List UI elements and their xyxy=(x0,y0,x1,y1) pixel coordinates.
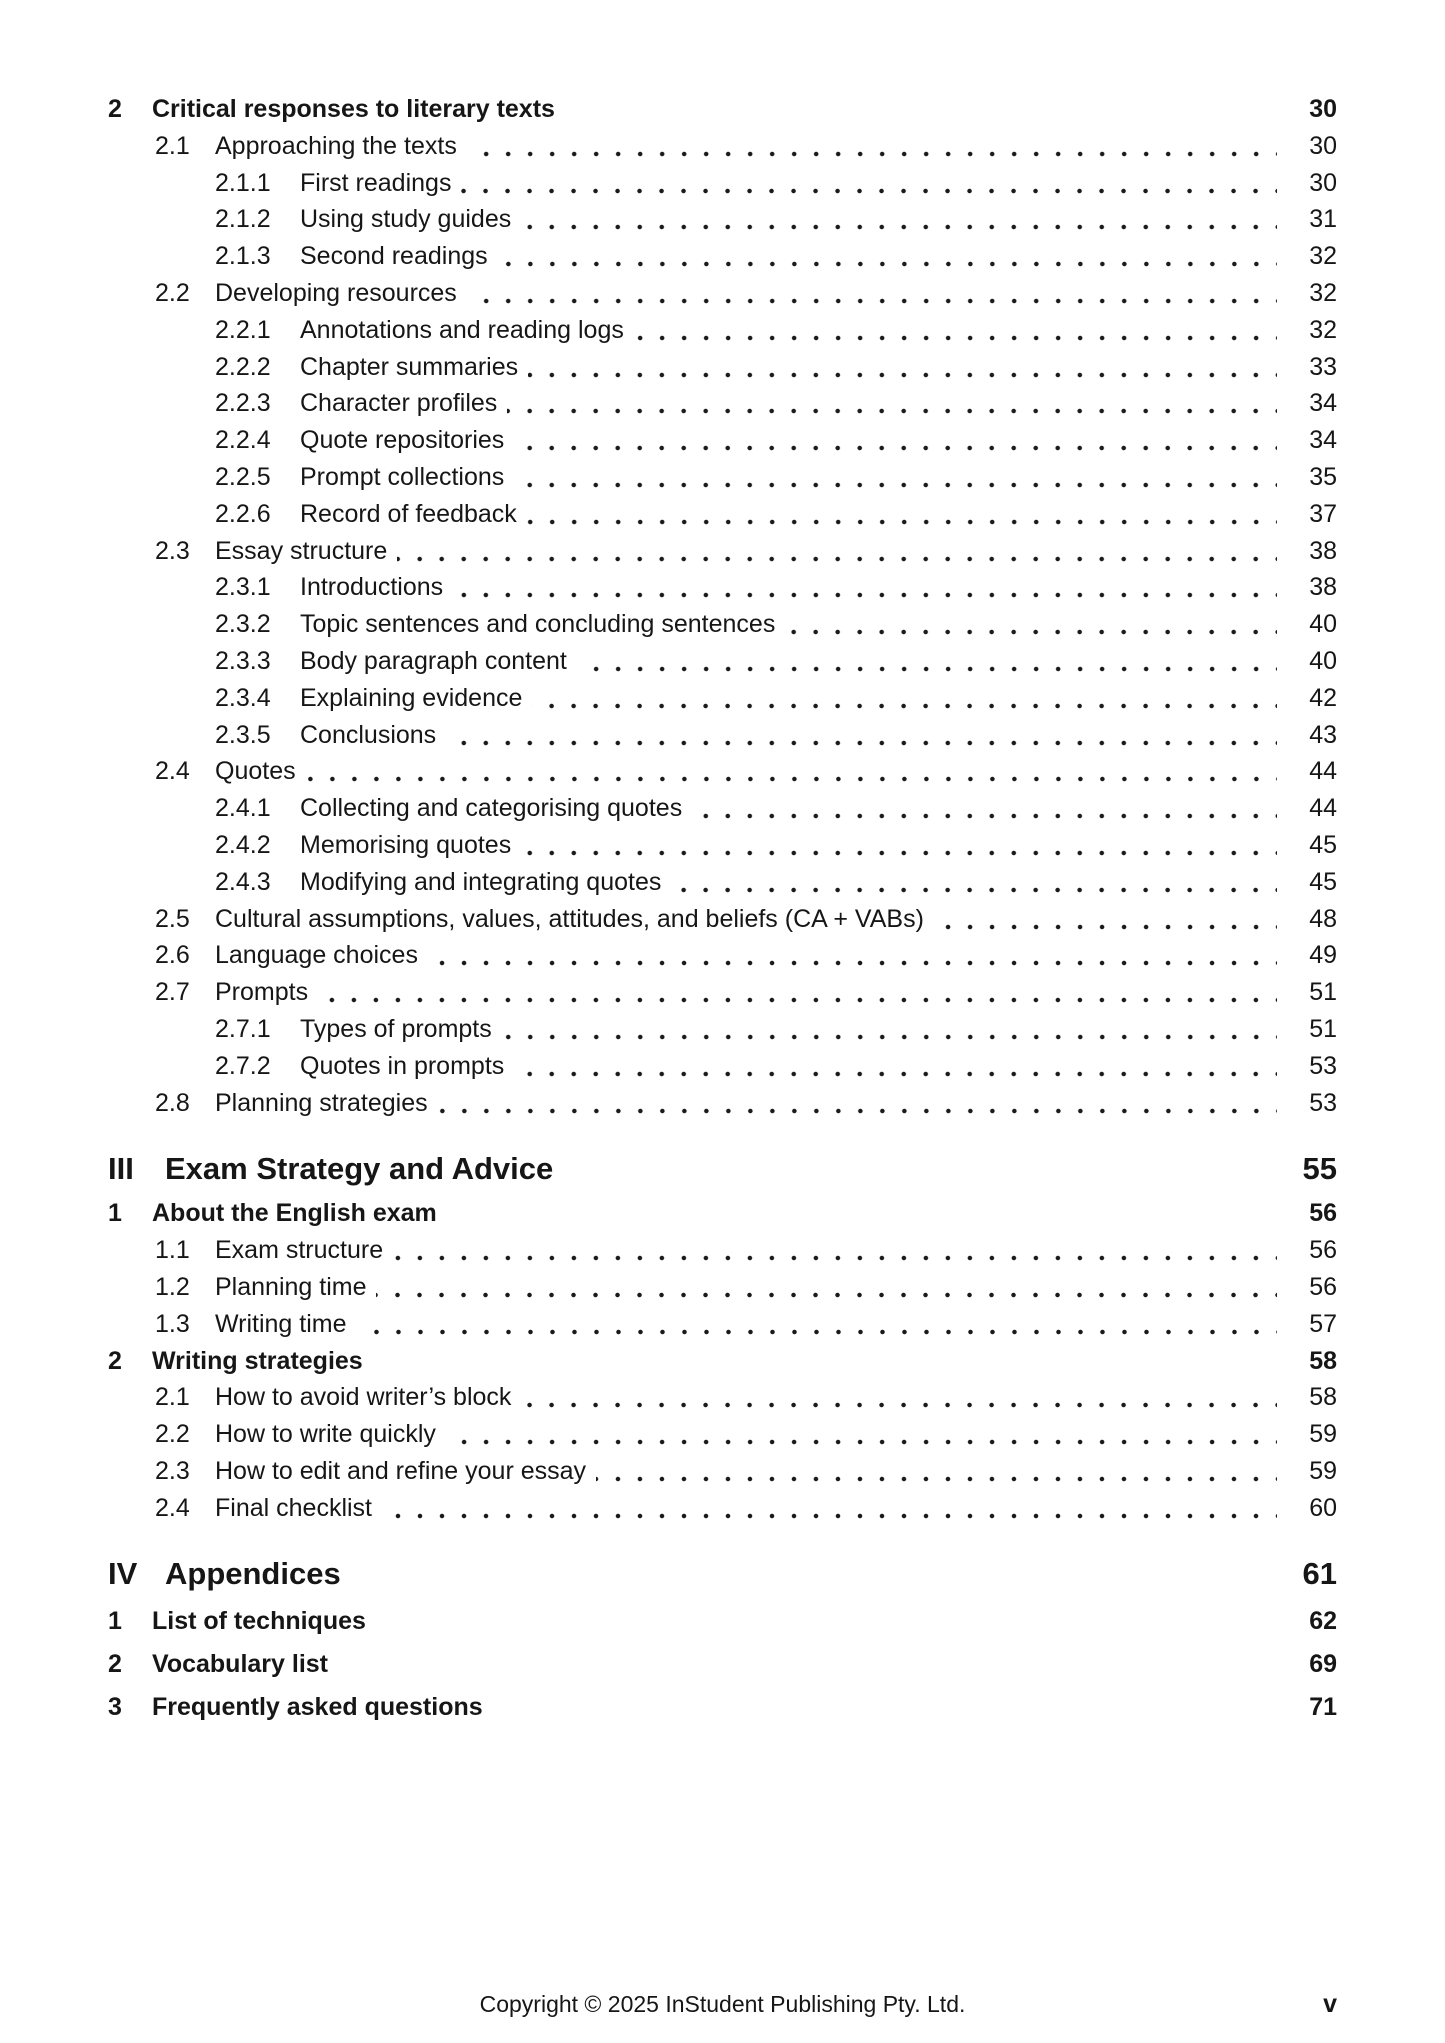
entry-number: 2.2.1 xyxy=(215,315,271,344)
entry-number: 1.1 xyxy=(155,1236,190,1265)
entry-title: How to write quickly xyxy=(215,1420,436,1449)
entry-number: 2.3.1 xyxy=(215,573,271,602)
entry-title: Second readings xyxy=(300,242,488,271)
entry-number: 2.1.1 xyxy=(215,168,271,197)
entry-page: 60 xyxy=(1309,1493,1337,1522)
entry-number: 2.1.3 xyxy=(215,242,271,271)
toc-entry-chapter xyxy=(108,1600,1337,1643)
entry-number: 2.2.4 xyxy=(215,426,271,455)
entry-page: 30 xyxy=(1309,131,1337,160)
toc-entry-section xyxy=(108,1453,1337,1490)
toc-entry-subsection xyxy=(108,165,1337,202)
footer-page-number: v xyxy=(1323,1990,1337,2018)
entry-page: 34 xyxy=(1309,426,1337,455)
dot-leader xyxy=(376,1269,1277,1306)
entry-page: 53 xyxy=(1309,1088,1337,1117)
entry-title: Conclusions xyxy=(300,720,437,749)
dot-leader xyxy=(498,238,1277,275)
entry-title: Modifying and integrating quotes xyxy=(300,867,662,896)
entry-title: Quote repositories xyxy=(300,426,505,455)
entry-number: 2.4.3 xyxy=(215,867,271,896)
entry-number: 2.7.2 xyxy=(215,1051,271,1080)
entry-number: 2.4.1 xyxy=(215,794,271,823)
toc-entry-section xyxy=(108,1269,1337,1306)
dot-leader xyxy=(934,901,1277,938)
entry-page: 56 xyxy=(1309,1236,1337,1265)
toc-entry-subsection xyxy=(108,459,1337,496)
entry-title: Exam structure xyxy=(215,1236,384,1265)
toc-entry-section xyxy=(108,128,1337,165)
entry-number: 1.2 xyxy=(155,1272,190,1301)
dot-leader xyxy=(596,1453,1277,1490)
entry-number: 2.6 xyxy=(155,941,190,970)
entry-page: 59 xyxy=(1309,1456,1337,1485)
entry-title: Topic sentences and concluding sentences xyxy=(300,610,776,639)
toc-entry-chapter xyxy=(108,91,1337,128)
entry-title: Critical responses to literary texts xyxy=(152,95,555,123)
toc-entry-subsection xyxy=(108,827,1337,864)
entry-number: 2.7.1 xyxy=(215,1014,271,1043)
dot-leader xyxy=(521,201,1277,238)
entry-page: 31 xyxy=(1309,205,1337,234)
entry-title: Writing strategies xyxy=(152,1346,363,1375)
entry-page: 51 xyxy=(1309,1014,1337,1043)
entry-page: 32 xyxy=(1309,242,1337,271)
dot-leader xyxy=(306,753,1277,790)
toc-entry-chapter xyxy=(108,1195,1337,1232)
dot-leader xyxy=(393,1232,1277,1269)
entry-page: 40 xyxy=(1309,610,1337,639)
entry-number: 2.1 xyxy=(155,1383,190,1412)
toc-entry-section xyxy=(108,1085,1337,1122)
entry-title: Quotes in prompts xyxy=(300,1051,505,1080)
entry-page: 71 xyxy=(1309,1693,1337,1722)
entry-title: Developing resources xyxy=(215,278,457,307)
entry-page: 56 xyxy=(1309,1272,1337,1301)
entry-number: 2.2.5 xyxy=(215,462,271,491)
dot-leader xyxy=(514,1048,1277,1085)
entry-page: 56 xyxy=(1309,1199,1337,1228)
entry-page: 43 xyxy=(1309,720,1337,749)
entry-page: 38 xyxy=(1309,573,1337,602)
toc-part-heading xyxy=(108,1548,1337,1600)
entry-number: 2 xyxy=(108,1650,122,1679)
entry-page: 62 xyxy=(1309,1607,1337,1636)
dot-leader xyxy=(438,1085,1277,1122)
dot-leader xyxy=(357,1306,1277,1343)
entry-page: 42 xyxy=(1309,683,1337,712)
dot-leader xyxy=(514,422,1277,459)
dot-leader xyxy=(521,827,1277,864)
toc-entry-subsection xyxy=(108,569,1337,606)
entry-title: Essay structure xyxy=(215,536,388,565)
entry-number: 2.2 xyxy=(155,278,190,307)
entry-page: 32 xyxy=(1309,278,1337,307)
entry-page: 57 xyxy=(1309,1309,1337,1338)
entry-title: Body paragraph content xyxy=(300,646,567,675)
toc-entry-section xyxy=(108,1379,1337,1416)
toc-entry-section xyxy=(108,1232,1337,1269)
entry-title: Record of feedback xyxy=(300,499,517,528)
entry-title: Using study guides xyxy=(300,205,512,234)
toc-entry-chapter xyxy=(108,1686,1337,1729)
entry-number: 2.1 xyxy=(155,131,190,160)
toc-entry-section xyxy=(108,1416,1337,1453)
part-page: 61 xyxy=(1302,1556,1337,1592)
entry-title: Types of prompts xyxy=(300,1014,492,1043)
entry-title: Chapter summaries xyxy=(300,352,519,381)
entry-title: How to edit and refine your essay xyxy=(215,1456,587,1485)
entry-page: 44 xyxy=(1309,794,1337,823)
toc-part-heading xyxy=(108,1143,1337,1195)
entry-number: 2.2.2 xyxy=(215,352,271,381)
toc-entry-section xyxy=(108,937,1337,974)
toc-entry-section xyxy=(108,1490,1337,1527)
dot-leader xyxy=(634,312,1277,349)
dot-leader xyxy=(514,459,1277,496)
dot-leader xyxy=(532,680,1277,717)
entry-title: Vocabulary list xyxy=(152,1650,328,1679)
toc-entry-section xyxy=(108,901,1337,938)
dot-leader xyxy=(467,275,1277,312)
entry-number: 2.2.6 xyxy=(215,499,271,528)
entry-title: List of techniques xyxy=(152,1607,366,1636)
toc-entry-section xyxy=(108,1306,1337,1343)
toc-entry-subsection xyxy=(108,422,1337,459)
toc-entry-subsection xyxy=(108,606,1337,643)
entry-page: 40 xyxy=(1309,646,1337,675)
dot-leader xyxy=(507,385,1277,422)
entry-title: Planning strategies xyxy=(215,1088,428,1117)
entry-page: 30 xyxy=(1309,95,1337,123)
toc-entry-subsection xyxy=(108,385,1337,422)
entry-page: 48 xyxy=(1309,904,1337,933)
entry-number: 3 xyxy=(108,1693,122,1722)
entry-title: Annotations and reading logs xyxy=(300,315,624,344)
entry-number: 1 xyxy=(108,1607,122,1636)
dot-leader xyxy=(528,349,1277,386)
entry-title: Memorising quotes xyxy=(300,830,512,859)
entry-title: Prompt collections xyxy=(300,462,505,491)
entry-number: 1.3 xyxy=(155,1309,190,1338)
dot-leader xyxy=(382,1490,1277,1527)
entry-title: Final checklist xyxy=(215,1493,372,1522)
entry-number: 2.5 xyxy=(155,904,190,933)
entry-title: Approaching the texts xyxy=(215,131,457,160)
entry-number: 2.3.4 xyxy=(215,683,271,712)
entry-number: 1 xyxy=(108,1199,122,1228)
entry-number: 2 xyxy=(108,1346,122,1375)
entry-page: 59 xyxy=(1309,1420,1337,1449)
entry-page: 30 xyxy=(1309,168,1337,197)
toc-entry-subsection xyxy=(108,496,1337,533)
entry-page: 38 xyxy=(1309,536,1337,565)
dot-leader xyxy=(785,606,1277,643)
dot-leader xyxy=(521,1379,1277,1416)
entry-number: 2.2 xyxy=(155,1420,190,1449)
dot-leader xyxy=(527,496,1277,533)
dot-leader xyxy=(502,1011,1277,1048)
entry-title: Prompts xyxy=(215,978,309,1007)
entry-page: 45 xyxy=(1309,867,1337,896)
entry-number: 2.4 xyxy=(155,757,190,786)
entry-title: About the English exam xyxy=(152,1199,437,1228)
entry-page: 53 xyxy=(1309,1051,1337,1080)
toc-entry-subsection xyxy=(108,349,1337,386)
entry-title: First readings xyxy=(300,168,452,197)
dot-leader xyxy=(318,974,1277,1011)
toc-entry-subsection xyxy=(108,717,1337,754)
dot-leader xyxy=(461,165,1277,202)
dot-leader xyxy=(446,1416,1277,1453)
part-title: Exam Strategy and Advice xyxy=(165,1151,554,1187)
entry-title: Planning time xyxy=(215,1272,367,1301)
entry-number: 2.1.2 xyxy=(215,205,271,234)
toc-entry-subsection xyxy=(108,312,1337,349)
entry-title: Quotes xyxy=(215,757,296,786)
entry-number: 2.3.2 xyxy=(215,610,271,639)
entry-number: 2.7 xyxy=(155,978,190,1007)
entry-number: 2.2.3 xyxy=(215,389,271,418)
entry-number: 2.8 xyxy=(155,1088,190,1117)
footer-copyright: Copyright © 2025 InStudent Publishing Pty. Ltd. xyxy=(479,1991,966,2017)
entry-title: How to avoid writer’s block xyxy=(215,1383,512,1412)
toc-entry-chapter xyxy=(108,1643,1337,1686)
entry-page: 58 xyxy=(1309,1346,1337,1375)
dot-leader xyxy=(397,533,1277,570)
part-page: 55 xyxy=(1302,1151,1337,1187)
entry-page: 49 xyxy=(1309,941,1337,970)
entry-title: Collecting and categorising quotes xyxy=(300,794,683,823)
entry-number: 2.3.5 xyxy=(215,720,271,749)
toc-entry-section xyxy=(108,533,1337,570)
toc-entry-subsection xyxy=(108,1048,1337,1085)
entry-number: 2.3.3 xyxy=(215,646,271,675)
entry-page: 45 xyxy=(1309,830,1337,859)
entry-title: Frequently asked questions xyxy=(152,1693,483,1722)
entry-page: 34 xyxy=(1309,389,1337,418)
dot-leader xyxy=(453,569,1277,606)
part-title: Appendices xyxy=(165,1556,341,1592)
dot-leader xyxy=(671,864,1277,901)
toc-entry-section xyxy=(108,275,1337,312)
toc-entry-subsection xyxy=(108,238,1337,275)
dot-leader xyxy=(446,717,1277,754)
entry-number: 2.4 xyxy=(155,1493,190,1522)
toc-entry-subsection xyxy=(108,1011,1337,1048)
toc-entry-section xyxy=(108,974,1337,1011)
toc-entry-section xyxy=(108,753,1337,790)
entry-page: 33 xyxy=(1309,352,1337,381)
dot-leader xyxy=(428,937,1277,974)
entry-page: 58 xyxy=(1309,1383,1337,1412)
part-number: IV xyxy=(108,1556,138,1592)
entry-number: 2.4.2 xyxy=(215,830,271,859)
entry-page: 37 xyxy=(1309,499,1337,528)
dot-leader xyxy=(467,128,1277,165)
entry-title: Character profiles xyxy=(300,389,498,418)
toc-entry-subsection xyxy=(108,201,1337,238)
part-number: III xyxy=(108,1151,134,1187)
entry-page: 32 xyxy=(1309,315,1337,344)
entry-page: 44 xyxy=(1309,757,1337,786)
entry-page: 51 xyxy=(1309,978,1337,1007)
entry-page: 35 xyxy=(1309,462,1337,491)
toc-entry-subsection xyxy=(108,643,1337,680)
dot-leader xyxy=(692,790,1277,827)
entry-number: 2 xyxy=(108,95,122,123)
entry-number: 2.3 xyxy=(155,1456,190,1485)
toc-entry-subsection xyxy=(108,680,1337,717)
entry-title: Cultural assumptions, values, attitudes, and beliefs (CA + VABs) xyxy=(215,904,924,933)
entry-title: Explaining evidence xyxy=(300,683,523,712)
entry-title: Language choices xyxy=(215,941,418,970)
toc-entry-subsection xyxy=(108,864,1337,901)
page-footer xyxy=(0,1988,1445,2020)
toc-entry-chapter xyxy=(108,1343,1337,1380)
entry-title: Introductions xyxy=(300,573,444,602)
entry-page: 69 xyxy=(1309,1650,1337,1679)
toc-entry-subsection xyxy=(108,790,1337,827)
entry-number: 2.3 xyxy=(155,536,190,565)
dot-leader xyxy=(577,643,1277,680)
entry-title: Writing time xyxy=(215,1309,347,1338)
